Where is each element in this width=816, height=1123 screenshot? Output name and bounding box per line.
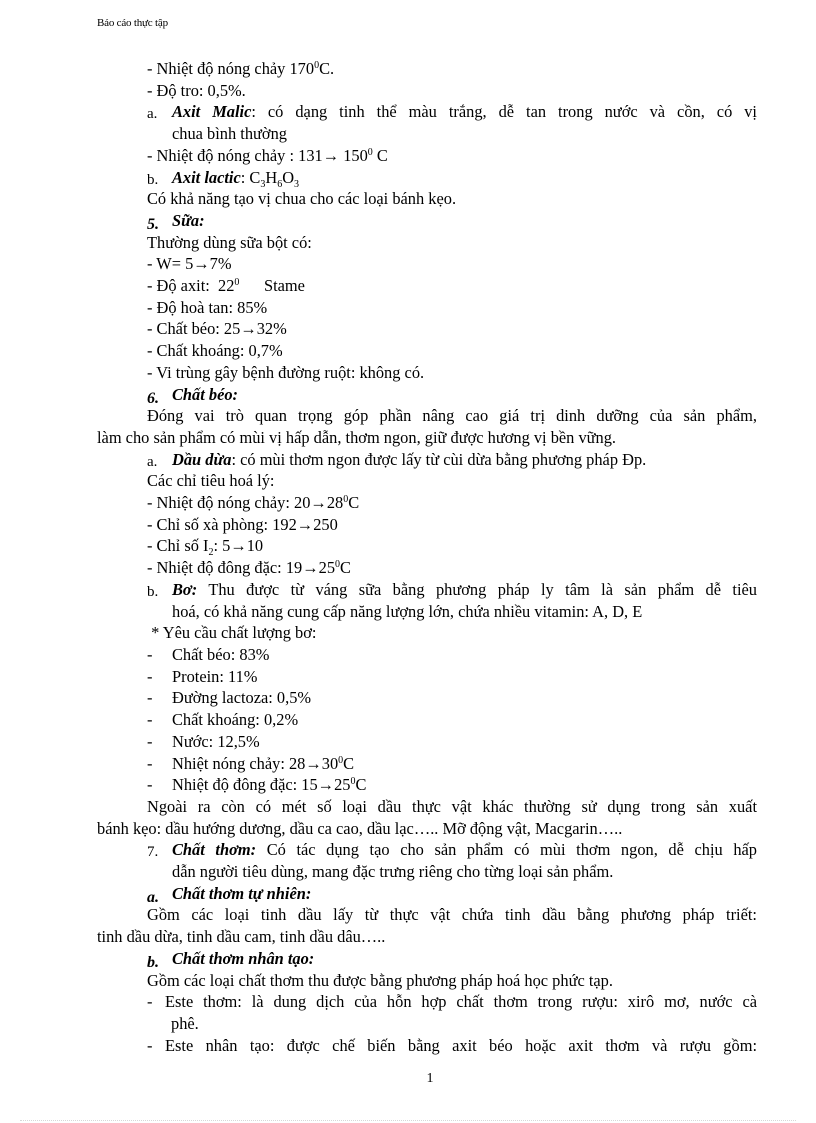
section-heading-synthetic-aroma: b. Chất thơm nhân tạo: [147, 948, 315, 971]
list-item: - Este nhân tạo: được chế biến bằng axit béo hoặc axit thơm và rượu gồm: [147, 1035, 757, 1055]
list-marker: b. [147, 583, 159, 600]
synthetic-aroma-intro: Gồm các loại chất thơm thu được bằng phương pháp hoá học phức tạp. [147, 970, 613, 990]
fat-paragraph: Đóng vai trò quan trọng góp phần nâng cao giá trị dinh dưỡng của sản phẩm, [147, 406, 757, 426]
solidify-line: - Nhiệt độ đông đặc: $19\to 25^0C$ [147, 558, 351, 578]
list-item: - Protein: 11% [147, 666, 258, 686]
lactic-acid-title: Axit lactic [172, 167, 241, 187]
butter-quality-intro: * Yêu cầu chất lượng bơ: [147, 623, 317, 643]
moisture-line: - W= 5→7% [147, 254, 232, 274]
solubility-line: - Độ hoà tan: 85% [147, 297, 268, 317]
sour-taste-line: Có khả năng tạo vị chua cho các loại bánh kẹo. [147, 189, 457, 209]
physchem-intro: Các chỉ tiêu hoá lý: [147, 471, 275, 491]
malic-melting-line: - Nhiệt độ nóng chảy : $131\to 150^0$ C [147, 145, 388, 165]
aroma-item: 7. Chất thơm: Có tác dụng tạo cho sản phẩm có mùi thơm ngon, dễ chịu hấp dẫn người tiêu dùng, mang đặc trưng riêng cho từng loại sản phẩm. [147, 840, 757, 882]
aroma-title: Chất thơm: [172, 840, 257, 860]
list-item: - Chất béo: 83% [147, 644, 270, 664]
list-item: - Nhiệt nóng chảy: $28\to 30^0C$ [147, 753, 355, 773]
list-item: - Nhiệt độ đông đặc: $15\to 25^0C$ [147, 775, 367, 795]
malic-acid-title: Axit Malic [172, 102, 252, 122]
list-marker: a. [147, 106, 158, 123]
fat-line: - Chất béo: 25→32% [147, 319, 287, 339]
natural-aroma-paragraph: Gồm các loại tinh dầu lấy từ thực vật chứa tinh dầu bằng phương pháp triết: [147, 905, 757, 925]
natural-aroma-line-2: tinh dầu dừa, tinh dầu cam, tinh dầu dâu….. [97, 927, 386, 947]
bacteria-line: - Vi trùng gây bệnh đường ruột: không có. [147, 362, 425, 382]
other-oils-line-2: bánh kẹo: dầu hướng dương, dầu ca cao, dầu lạc….. Mỡ động vật, Macgarin….. [97, 818, 623, 838]
list-item: - Đường lactoza: 0,5% [147, 688, 312, 708]
list-marker: 7. [147, 844, 159, 861]
fat-paragraph-line-2: làm cho sản phẩm có mùi vị hấp dẫn, thơm ngon, giữ được hương vị bền vững. [97, 427, 617, 447]
lactic-acid-item: b. Axit lactic: $C_3H_6O_3$ [147, 167, 300, 190]
oil-melting-line: - Nhiệt độ nóng chảy: $20\to 28^0C$ [147, 493, 360, 513]
butter-title: Bơ: [172, 579, 198, 599]
list-item: - Nước: 12,5% [147, 731, 260, 751]
section-heading-fat: 6. Chất béo: [147, 384, 239, 407]
melting-point-line: - Nhiệt độ nóng chảy $170^0C$. [147, 59, 335, 78]
page-header: Báo cáo thực tập [97, 17, 168, 29]
acidity-line: - Độ axit: $22^0$ Stame [147, 276, 305, 296]
iodine-line: - Chỉ số $I_2$: 5→10 [147, 536, 264, 559]
coconut-oil-item: a. Dầu dừa: có mùi thơm ngon được lấy từ cùi dừa bằng phương pháp Đp. [97, 449, 757, 471]
butter-item: b. Bơ: Thu được từ váng sữa bằng phương pháp ly tâm là sản phẩm dễ tiêu hoá, có khả năng cung cấp năng lượng lớn, chứa nhiều vitamin: A, D, E [147, 579, 757, 621]
section-heading-milk: 5. Sữa: [147, 210, 205, 233]
malic-acid-item: a. Axit Malic: có dạng tinh thể màu trắng, dễ tan trong nước và cồn, có vị chua bình thường [147, 102, 757, 144]
other-oils-paragraph: Ngoài ra còn có mét số loại dầu thực vật khác thường sử dụng trong sản xuất [147, 796, 757, 816]
list-item: - Chất khoáng: 0,2% [147, 710, 299, 730]
list-item: - Este thơm: là dung dịch của hỗn hợp chất thơm trong rượu: xirô mơ, nước cà phê. [147, 992, 757, 1033]
list-marker: a. [147, 453, 158, 470]
list-marker: b. [147, 171, 159, 188]
ash-content-line: - Độ tro: 0,5%. [147, 80, 246, 100]
coconut-oil-title: Dầu dừa [172, 449, 232, 469]
milk-powder-intro: Thường dùng sữa bột có: [147, 232, 312, 252]
page-bottom-divider [20, 1120, 796, 1121]
section-heading-natural-aroma: a. Chất thơm tự nhiên: [147, 883, 312, 906]
mineral-line: - Chất khoáng: 0,7% [147, 341, 283, 361]
saponification-line: - Chỉ số xà phòng: 192→250 [147, 514, 338, 534]
page-number: 1 [426, 1071, 434, 1086]
document-body [97, 58, 757, 1056]
